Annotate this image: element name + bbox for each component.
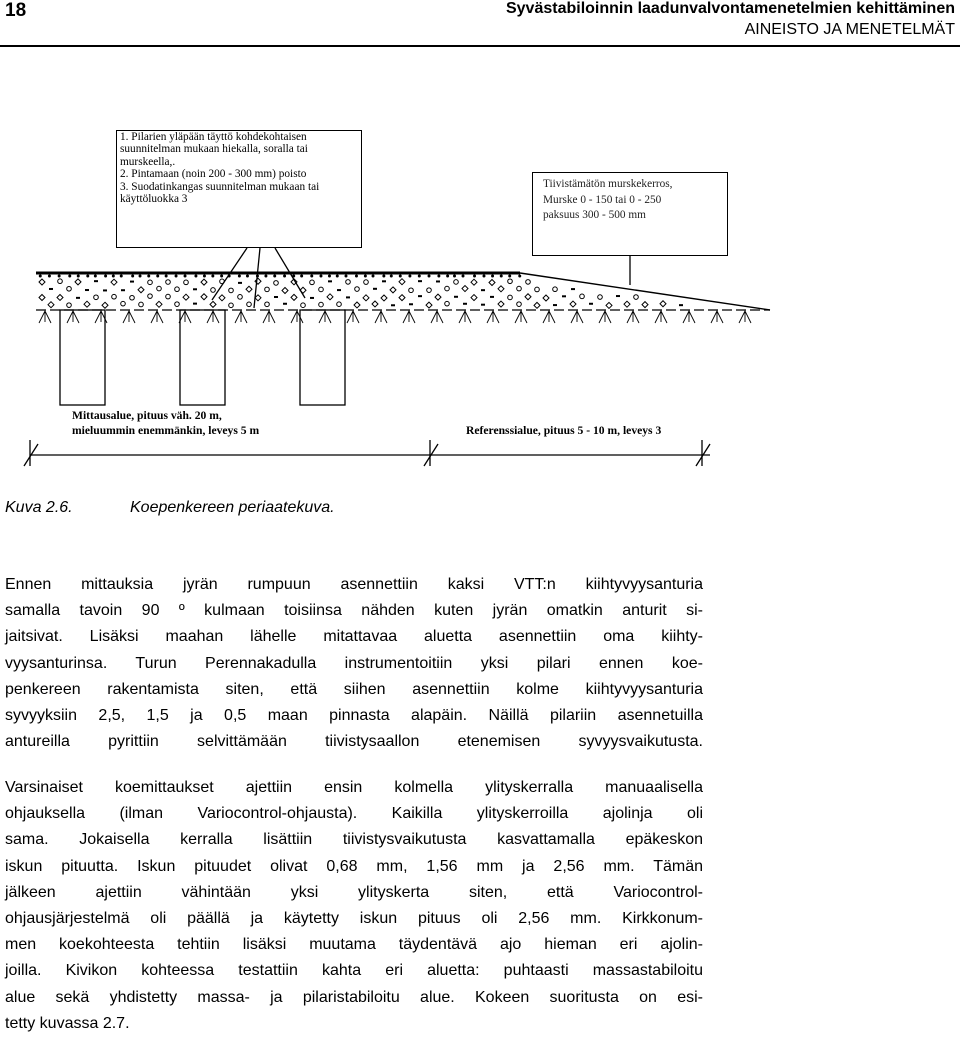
rock-particle (195, 275, 197, 277)
rock-particle (534, 302, 540, 308)
rock-particle (291, 294, 297, 300)
rock-particle (184, 280, 189, 285)
rock-particle (48, 302, 54, 308)
rock-particle (390, 275, 392, 277)
ground-hatch (711, 311, 723, 323)
note-line: 3. Suodatinkangas suunnitelman mukaan tai (120, 180, 320, 193)
rock-particle (642, 302, 648, 308)
text-line: tetty kuvassa 2.7. (5, 1014, 130, 1032)
rock-particle (48, 275, 50, 277)
ground-hatch (151, 311, 163, 323)
rock-particle (274, 275, 276, 277)
rock-particle (246, 286, 252, 292)
rock-particle (284, 275, 286, 277)
rock-particle (508, 279, 513, 284)
ground-hatch (571, 311, 583, 323)
rock-particle (265, 302, 270, 307)
rock-particle (183, 294, 189, 300)
crushed-rock-texture (39, 275, 751, 323)
rock-particle (489, 280, 495, 286)
rock-particle (471, 279, 477, 285)
paragraph (5, 775, 703, 1037)
rock-particle (447, 275, 449, 277)
ground-hatch (235, 311, 247, 323)
header-section: AINEISTO JA MENETELMÄT (744, 21, 955, 38)
rock-particle (462, 275, 464, 277)
text-line: jälkeen ajettiin vähintään yksi ylityskerta siten, että Variocontrol- (5, 883, 703, 901)
rock-particle (399, 275, 401, 277)
rock-particle (525, 294, 531, 300)
rock-particle (39, 275, 41, 277)
rock-particle (175, 287, 180, 292)
column (300, 310, 345, 405)
ground-hatch (655, 311, 667, 323)
text-line: ohjausjärjestelmä oli päällä ja käytetty iskun pituus oli 2,56 mm. Kirkkonum- (5, 909, 703, 927)
rock-particle (210, 301, 216, 307)
rock-particle (354, 302, 360, 308)
fill-slope-line (520, 273, 770, 310)
rock-particle (508, 295, 513, 300)
rock-particle (212, 275, 214, 277)
rock-particle (148, 280, 153, 285)
rock-particle (157, 275, 159, 277)
rock-particle (471, 295, 477, 301)
rock-particle (399, 279, 405, 285)
rock-particle (517, 302, 522, 307)
rock-particle (39, 279, 45, 285)
rock-particle (438, 275, 440, 277)
rock-particle (445, 301, 450, 306)
rock-particle (211, 288, 216, 293)
rock-particle (228, 275, 230, 277)
rock-particle (427, 288, 432, 293)
rock-particle (474, 275, 476, 277)
rock-particle (105, 275, 107, 277)
crushed-rock-notes-box (532, 172, 728, 256)
ground-hatch (291, 311, 303, 323)
rock-particle (75, 279, 81, 285)
rock-particle (498, 301, 504, 307)
rock-particle (535, 287, 540, 292)
rock-particle (238, 295, 243, 300)
rock-particle (399, 295, 405, 301)
text-line: antureilla pyrittiin selvittämään tiivistysaallon etenemisen syvyysvaikutusta. (5, 733, 703, 751)
ground-hatch (263, 311, 275, 323)
ground-hatch (67, 311, 79, 323)
rock-particle (120, 275, 122, 277)
rock-particle (67, 286, 72, 291)
rock-particle (165, 275, 167, 277)
ground-hatch (179, 311, 191, 323)
measurement-area-label: Mittausalue, pituus väh. 20 m, (72, 409, 222, 422)
ground-hatch (39, 311, 51, 323)
rock-particle (219, 295, 225, 301)
rock-particle (409, 275, 411, 277)
rock-particle (418, 275, 420, 277)
rock-particle (221, 275, 223, 277)
ground-hatch (739, 311, 751, 323)
rock-particle (500, 275, 502, 277)
ground-hatch (431, 311, 443, 323)
rock-particle (77, 275, 79, 277)
rock-particle (509, 275, 511, 277)
column (180, 310, 225, 405)
text-line: ohjauksella (ilman Variocontrol-ohjausta). Kaikilla ylityskerroilla ajolinja oli (5, 805, 703, 823)
rock-particle (139, 275, 141, 277)
rock-particle (553, 287, 558, 292)
rock-particle (229, 303, 234, 308)
measurement-area-label-2: mieluummin enemmänkin, leveys 5 m (72, 424, 260, 437)
rock-particle (274, 281, 279, 286)
rock-particle (372, 301, 378, 307)
rock-particle (67, 303, 72, 308)
rock-particle (138, 287, 144, 293)
rock-particle (94, 275, 96, 277)
rock-particle (301, 275, 303, 277)
rock-particle (381, 295, 387, 301)
rock-particle (94, 295, 99, 300)
text-line: syvyyksiin 2,5, 1,5 ja 0,5 maan pinnasta alapäin. Näillä pilariin asennetuilla (5, 707, 703, 725)
rock-particle (58, 279, 63, 284)
rock-particle (247, 302, 252, 307)
rock-particle (409, 288, 414, 293)
ground-hatch (683, 311, 695, 323)
rock-particle (517, 286, 522, 291)
ground-hatch (599, 311, 611, 323)
rock-particle (69, 275, 71, 277)
rock-particle (301, 303, 306, 308)
figure-number: Kuva 2.6. (5, 499, 73, 516)
rock-particle (175, 275, 177, 277)
rock-particle (336, 275, 338, 277)
note-line: käyttöluokka 3 (120, 193, 188, 206)
note-line: paksuus 300 - 500 mm (543, 209, 646, 221)
rock-particle (130, 295, 135, 300)
text-line: Varsinaiset koemittaukset ajettiin ensin kolmella ylityskerralla manuaalisella (5, 778, 703, 796)
header-title: Syvästabiloinnin laadunvalvontamenetelmien kehittäminen (505, 0, 955, 17)
rock-particle (132, 275, 134, 277)
body-text (5, 572, 703, 1037)
rock-particle (364, 275, 366, 277)
rock-particle (426, 302, 432, 308)
rock-particle (265, 287, 270, 292)
ground-hatch (627, 311, 639, 323)
note-line: 2. Pintamaan (noin 200 - 300 mm) poisto (120, 168, 307, 181)
figure-title: Koepenkereen periaatekuva. (130, 499, 335, 516)
rock-particle (256, 275, 258, 277)
rock-particle (139, 302, 144, 307)
rock-particle (102, 302, 108, 308)
note-line: 1. Pilarien yläpään täyttö kohdekohtaisen (120, 131, 307, 143)
rock-particle (265, 275, 267, 277)
rock-particle (319, 302, 324, 307)
rock-particle (111, 279, 117, 285)
rock-particle (201, 279, 207, 285)
rock-particle (598, 295, 603, 300)
rock-particle (435, 294, 441, 300)
text-line: jaitsivat. Lisäksi maahan lähelle mitattavaa aluetta asennettiin oma kiihty- (5, 628, 703, 646)
rock-particle (220, 279, 225, 284)
text-line: alue sekä yhdistetty massa- ja pilaristabiloitu alue. Kokeen suoritusta on esi- (5, 988, 703, 1006)
paragraph (5, 572, 703, 755)
rock-particle (201, 294, 207, 300)
note-line: murskeella,. (120, 155, 176, 168)
rock-particle (346, 280, 351, 285)
rock-particle (543, 295, 549, 301)
rock-particle (498, 286, 504, 292)
text-line: men koekohteesta tehtiin lisäksi muutama täydentävä ajo hieman eri ajolin- (5, 936, 703, 954)
ground-hatch (207, 311, 219, 323)
text-line: penkereen rakentamista siten, että siihen asennettiin kolme kiihtyvyysanturia (5, 680, 703, 698)
rock-particle (355, 275, 357, 277)
structure-notes-box (116, 130, 362, 248)
rock-particle (310, 280, 315, 285)
rock-particle (229, 288, 234, 293)
note-line: Tiivistämätön murskekerros, (543, 178, 673, 190)
rock-particle (454, 280, 459, 285)
rock-particle (175, 302, 180, 307)
rock-particle (526, 280, 531, 285)
ground-hatch (123, 311, 135, 323)
rock-particle (570, 301, 576, 307)
rock-particle (148, 294, 153, 299)
text-line: sama. Jokaisella kerralla lisättiin tiivistysvaikutusta kasvattamalla epäkeskon (5, 831, 703, 849)
rock-particle (519, 275, 521, 277)
rock-particle (355, 287, 360, 292)
rock-particle (112, 275, 114, 277)
rock-particle (345, 275, 347, 277)
rock-particle (624, 301, 630, 307)
rock-particle (39, 295, 45, 301)
rock-particle (483, 275, 485, 277)
rock-particle (166, 294, 171, 299)
figure-caption (5, 499, 335, 517)
rock-particle (156, 301, 162, 307)
rock-particle (87, 275, 89, 277)
reference-area-label: Referenssialue, pituus 5 - 10 m, leveys 3 (466, 424, 662, 437)
ground-hatch (375, 311, 387, 323)
column (60, 310, 105, 405)
rock-particle (246, 275, 248, 277)
rock-particle (372, 275, 374, 277)
rock-particle (327, 294, 333, 300)
rock-particle (319, 287, 324, 292)
ground-hatch (459, 311, 471, 323)
rock-particle (328, 275, 330, 277)
rock-particle (634, 295, 639, 300)
rock-particle (203, 275, 205, 277)
ground-hatch (487, 311, 499, 323)
note-line: suunnitelman mukaan hiekalla, soralla tai (120, 143, 308, 156)
text-line: vyysanturinsa. Turun Perennakadulla instrumentoitiin yksi pilari ennen koe- (5, 654, 703, 672)
text-line: joilla. Kivikon kohteessa testattiin kahta eri aluetta: puhtaasti massastabiloitu (5, 962, 703, 980)
rock-particle (255, 295, 261, 301)
rock-particle (57, 294, 63, 300)
ground-hatch (515, 311, 527, 323)
rock-particle (364, 280, 369, 285)
rock-particle (157, 286, 162, 291)
rock-particle (492, 275, 494, 277)
rock-particle (121, 301, 126, 306)
rock-particle (363, 295, 369, 301)
rock-particle (428, 275, 430, 277)
ground-hatch (543, 311, 555, 323)
ground-hatch (347, 311, 359, 323)
rock-particle (112, 294, 117, 299)
rock-particle (445, 286, 450, 291)
text-line: Ennen mittauksia jyrän rumpuun asennettiin kaksi VTT:n kiihtyvyysanturia (5, 576, 703, 593)
rock-particle (320, 275, 322, 277)
rock-particle (166, 280, 171, 285)
note-line: Murske 0 - 150 tai 0 - 250 (543, 193, 662, 206)
text-line: samalla tavoin 90 º kulmaan toisiinsa nähden kuten jyrän omatkin anturit si- (5, 602, 703, 620)
rock-particle (606, 302, 612, 308)
ground-hatch (403, 311, 415, 323)
rock-particle (148, 275, 150, 277)
rock-particle (454, 275, 456, 277)
rock-particle (660, 301, 666, 307)
rock-particle (337, 302, 342, 307)
rock-particle (184, 275, 186, 277)
rock-particle (238, 275, 240, 277)
ground-hatch (319, 311, 331, 323)
rock-particle (282, 287, 288, 293)
text-line: iskun pituutta. Iskun pituudet olivat 0,68 mm, 1,56 mm ja 2,56 mm. Tämän (5, 857, 703, 875)
rock-particle (293, 275, 295, 277)
rock-particle (58, 275, 60, 277)
rock-particle (84, 301, 90, 307)
rock-particle (390, 287, 396, 293)
rock-particle (383, 275, 385, 277)
page-number: 18 (5, 0, 27, 21)
rock-particle (462, 286, 468, 292)
rock-particle (580, 294, 585, 299)
rock-particle (311, 275, 313, 277)
